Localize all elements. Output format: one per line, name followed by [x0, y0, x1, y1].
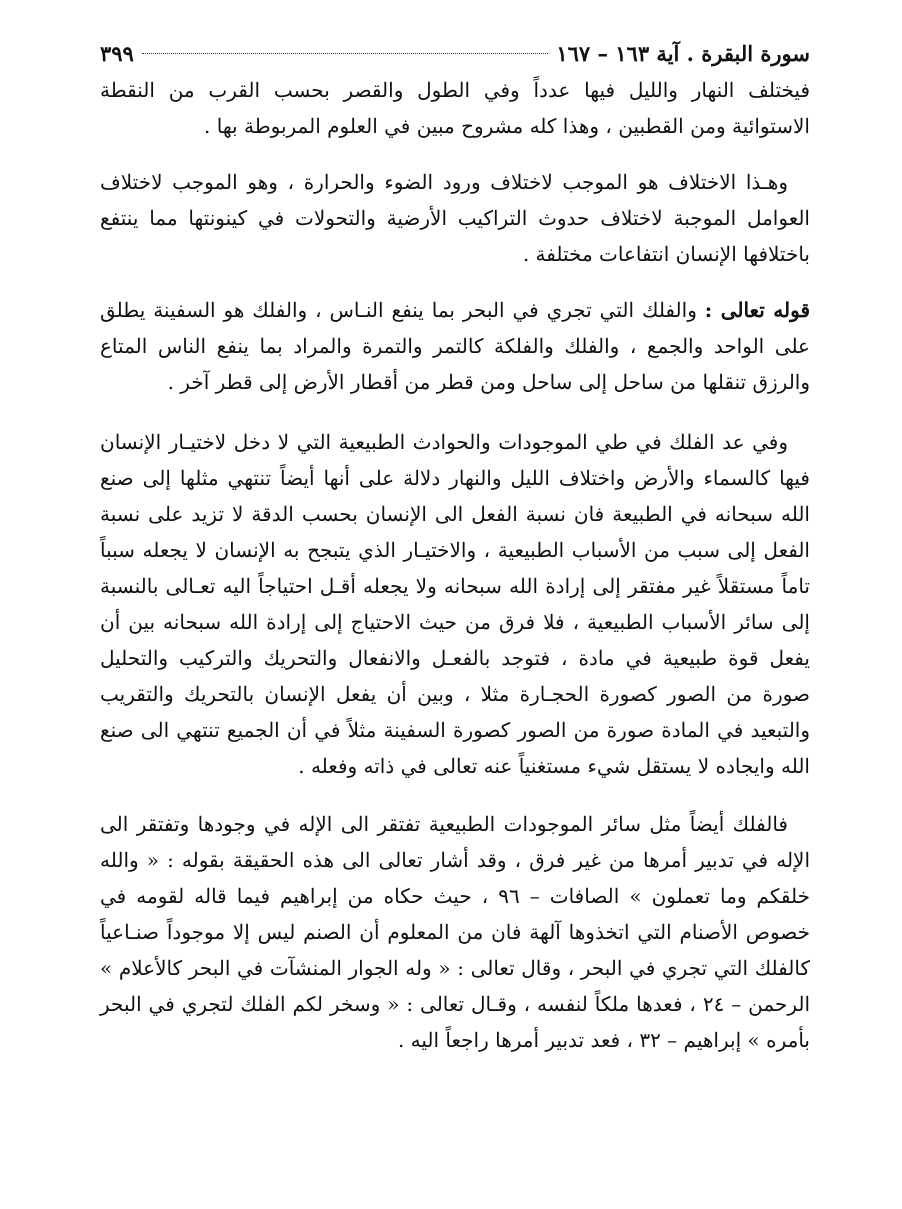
paragraph-2-text: وهـذا الاختلاف هو الموجب لاختلاف ورود الضوء والحرارة ، وهو الموجب لاختلاف العوامل الموجبة لاختلاف حدوث التراكيب الأرضية والتحولات في كينونتها مما ينتفع باختلافها الإنسان انتفاعات مختلفة .	[100, 170, 810, 266]
paragraph-3	[100, 292, 810, 400]
surah-verse-reference: سورة البقرة . آية ١٦٣ – ١٦٧	[556, 40, 810, 66]
paragraph-3-text: والفلك التي تجري في البحر بما ينفع النـاس ، والفلك هو السفينة يطلق على الواحد والجمع ، والفلك والفلكة كالتمر والتمرة والمراد بما ينفع الناس المتاع والرزق تنقلها من ساحل إلى ساحل ومن قطر من أقطار الأرض إلى قطر آخر .	[100, 298, 810, 394]
header-dotted-rule	[142, 53, 548, 54]
paragraph-4	[100, 424, 810, 784]
paragraph-1	[100, 72, 810, 144]
paragraph-4-text: وفي عد الفلك في طي الموجودات والحوادث الطبيعية التي لا دخل لاختيـار الإنسان فيها كالسماء والأرض واختلاف الليل والنهار دلالة على أنها أيضاً تنتهي مثلها إلى صنع الله سبحانه في الطبيعة فان نسبة الفعل الى الإنسان بحسب الدقة لا تزيد على نسبة الفعل إلى سبب من الأسباب الطبيعية ، والاختيـار الذي يتبجح به الإنسان لا يجعله سبباً تاماً مستقلاً غير مفتقر إلى إرادة الله سبحانه ولا يجعله أقـل احتياجاً اليه تعـالى بالنسبة إلى سائر الأسباب الطبيعية ، فلا فرق من حيث الاحتياج إلى إرادة الله سبحانه بين أن يفعل قوة طبيعية في مادة ، فتوجد بالفعـل والانفعال والتحريك والتركيب والتحليل صورة من الصور كصورة الحجـارة مثلا ، وبين أن يفعل الإنسان بالتحريك والتقريب والتبعيد في المادة صورة من الصور كصورة السفينة مثلاً في أن الجميع تنتهي الى صنع الله وايجاده لا يستقل شيء مستغنياً عنه تعالى في ذاته وفعله .	[100, 430, 810, 778]
verse-lead-in: قوله تعالى :	[704, 298, 811, 322]
paragraph-5	[100, 806, 810, 1058]
running-header	[100, 36, 810, 70]
paragraph-5-text: فالفلك أيضاً مثل سائر الموجودات الطبيعية تفتقر الى الإله في وجودها وتفتقر الى الإله في تدبير أمرها من غير فرق ، وقد أشار تعالى الى هذه الحقيقة بقوله : « والله خلقكم وما تعملون » الصافات – ٩٦ ، حيث حكاه من إبراهيم فيما قاله لقومه في خصوص الأصنام التي اتخذوها آلهة فان من المعلوم أن الصنم ليس إلا موجوداً صنـاعياً كالفلك التي تجري في البحر ، وقال تعالى : « وله الجوار المنشآت في البحر كالأعلام » الرحمن – ٢٤ ، فعدها ملكاً لنفسه ، وقـال تعالى : « وسخر لكم الفلك لتجري في البحر بأمره » إبراهيم – ٣٢ ، فعد تدبير أمرها راجعاً اليه .	[100, 812, 810, 1052]
paragraph-2	[100, 164, 810, 272]
paragraph-1-text: فيختلف النهار والليل فيها عدداً وفي الطول والقصر بحسب القرب من النقطة الاستوائية ومن القطبين ، وهذا كله مشروح مبين في العلوم المربوطة بها .	[100, 78, 811, 138]
page-number: ٣٩٩	[100, 40, 134, 66]
